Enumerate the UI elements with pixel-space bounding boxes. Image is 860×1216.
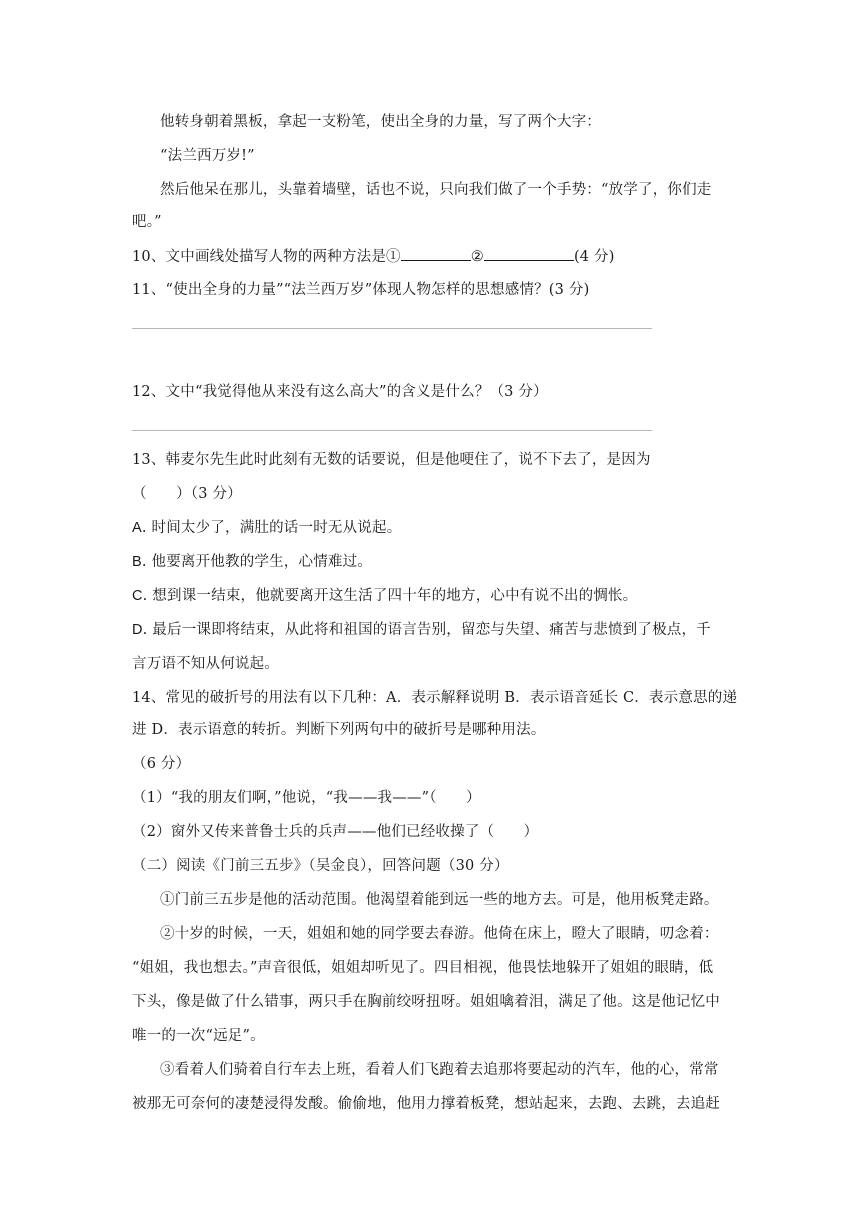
option-d — [132, 620, 732, 640]
question-12: 12、文中“我觉得他从来没有这么高大”的含义是什么？（3 分） — [132, 384, 548, 400]
question-10-tail: (4 分) — [573, 249, 615, 265]
answer-blank-2[interactable] — [484, 246, 574, 261]
section-2-paragraph-3-line-1: ③看着人们骑着自行车去上班，看着人们飞跑着去追那将要起动的汽车，他的心，常常 — [160, 1062, 719, 1078]
option-a — [132, 518, 732, 538]
option-d-label: D — [132, 622, 143, 638]
passage-paragraph-3-line-2: 吧。” — [132, 214, 162, 230]
question-14-sentence-2: （2）窗外又传来普鲁士兵的兵声——他们已经收操了（ ） — [132, 824, 539, 840]
section-2-paragraph-2-line-4: 唯一的一次“远足”。 — [132, 1028, 265, 1044]
passage-paragraph-3-line-1: 然后他呆在那儿，头靠着墙壁，话也不说，只向我们做了一个手势：“放学了，你们走 — [160, 182, 712, 198]
section-2-paragraph-2-line-1: ②十岁的时候，一天，姐姐和她的同学要去春游。他倚在床上，瞪大了眼睛，叨念着： — [160, 926, 719, 942]
option-c — [132, 586, 732, 606]
option-b-text: . 他要离开他教的学生，心情难过。 — [141, 554, 372, 570]
section-2-heading: （二）阅读《门前三五步》（吴金良），回答问题（30 分） — [132, 858, 509, 874]
question-10 — [132, 246, 732, 267]
question-13-stem-line-1: 13、韩麦尔先生此时此刻有无数的话要说，但是他哽住了，说不下去了，是因为 — [132, 452, 651, 468]
option-b-label: B — [132, 554, 142, 570]
question-14-stem-line-2: 进 D．表示语意的转折。判断下列两句中的破折号是哪种用法。 — [132, 722, 546, 738]
option-b — [132, 552, 732, 572]
question-10-mid: ② — [470, 249, 484, 265]
option-a-text: . 时间太少了，满肚的话一时无从说起。 — [141, 520, 402, 536]
question-14-sentence-1: （1）“我的朋友们啊，”他说，“我——我——”（ ） — [132, 790, 481, 806]
option-c-text: . 想到课一结束，他就要离开这生活了四十年的地方，心中有说不出的惆怅。 — [142, 588, 638, 604]
answer-line-12[interactable] — [132, 430, 652, 431]
passage-paragraph-1: 他转身朝着黑板，拿起一支粉笔，使出全身的力量，写了两个大字： — [160, 114, 601, 130]
option-c-label: C — [132, 588, 143, 604]
question-11: 11、“使出全身的力量”“法兰西万岁”体现人物怎样的思想感情？(3 分) — [132, 282, 590, 298]
section-2-paragraph-2-line-3: 下头，像是做了什么错事，两只手在胸前绞呀扭呀。姐姐噙着泪，满足了他。这是他记忆中 — [132, 994, 720, 1010]
question-10-lead: 10、文中画线处描写人物的两种方法是① — [132, 249, 401, 265]
option-d-text: . 最后一课即将结束，从此将和祖国的语言告别，留恋与失望、痛苦与悲愤到了极点，千 — [142, 622, 711, 638]
section-2-paragraph-1: ①门前三五步是他的活动范围。他渴望着能到远一些的地方去。可是，他用板凳走路。 — [160, 892, 719, 908]
answer-blank-1[interactable] — [401, 246, 471, 261]
option-d-continued: 言万语不知从何说起。 — [132, 656, 279, 672]
section-2-paragraph-3-line-2: 被那无可奈何的凄楚浸得发酸。偷偷地，他用力撑着板凳，想站起来，去跑、去跳，去追赶 — [132, 1096, 720, 1112]
answer-line-11[interactable] — [132, 328, 652, 329]
question-13-stem-line-2: （ ）（3 分） — [132, 486, 242, 502]
question-14-stem-line-1: 14、常见的破折号的用法有以下几种：A．表示解释说明 B．表示语音延长 C．表示意思的递 — [132, 690, 738, 706]
section-2-paragraph-2-line-2: “姐姐，我也想去。”声音很低，姐姐却听见了。四目相视，他畏怯地躲开了姐姐的眼睛，低 — [132, 960, 714, 976]
option-a-label: A — [132, 520, 142, 536]
passage-paragraph-2: “法兰西万岁!” — [160, 148, 255, 164]
question-14-score: （6 分） — [132, 756, 191, 772]
